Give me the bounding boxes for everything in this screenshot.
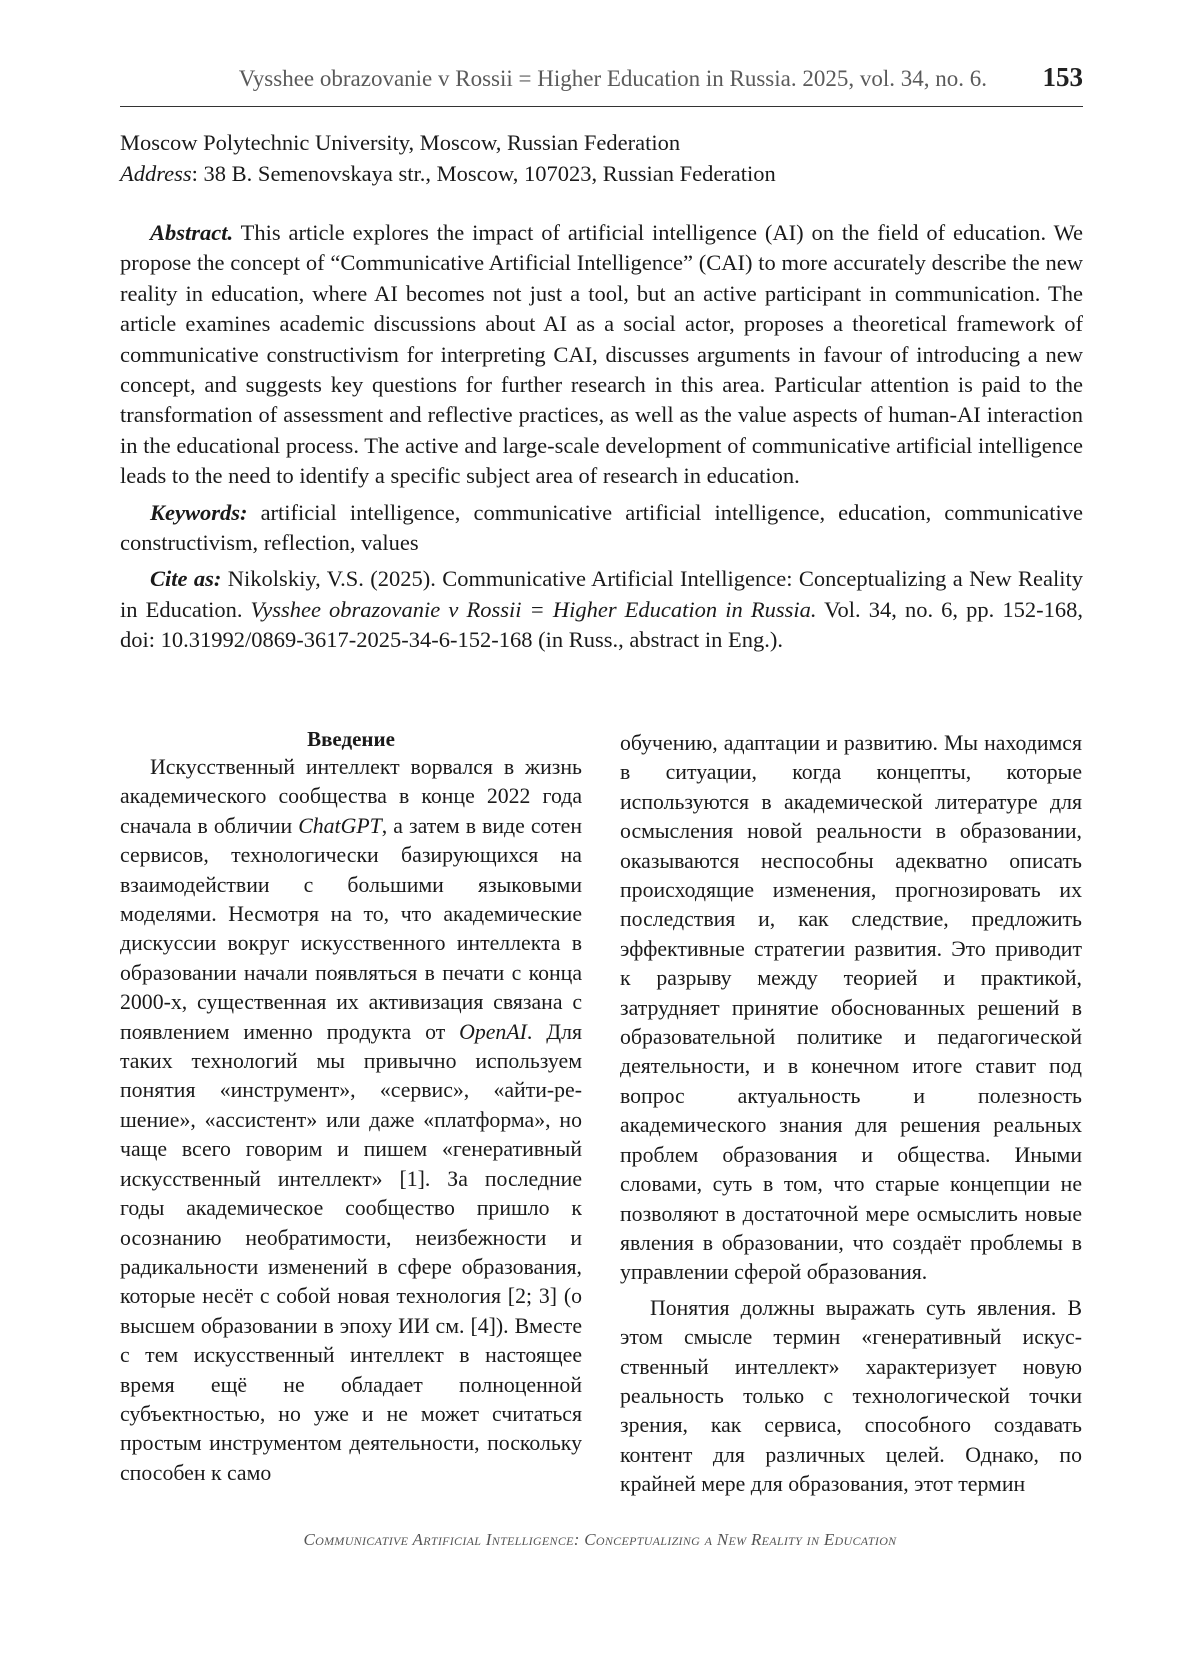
affiliation-org: Moscow Polytechnic University, Moscow, Russian Federation [120, 130, 681, 155]
affiliation-block [120, 128, 1083, 189]
page-number: 153 [1042, 62, 1083, 92]
cite-label: Cite as: [150, 566, 222, 592]
keywords-paragraph [120, 498, 1083, 559]
openai-term: OpenAI [459, 1019, 527, 1044]
intro-text-3: . Для таких технологий мы привычно используем понятия «инструмент», «сервис», «айти-решение», «ассистент» или даже «платформа», но чаще всего говорим и пишем «генеративный искусственный интеллект» [1]. За последние годы академическое сообщество пришло к осознанию необратимости, неизбежности и радикальности изменений в сфере образования, которые несёт с собой новая технология [2; 3] (о высшем образовании в эпоху ИИ см. [4]). Вместе с тем искусственный интеллект в настоящее время ещё не обладает полноценной субъектностью, но уже и не может считаться простым инструментом деятельности, поскольку способен к само [120, 1019, 582, 1485]
body-column-left [120, 725, 582, 1488]
body-column-right [620, 729, 1082, 1500]
abstract-label: Abstract. [150, 220, 234, 245]
cite-text-1: Nikolskiy, V.S. (2025). Communicative Artificial Intelligence: Conceptualizing a New Reality in Education. [120, 566, 1083, 622]
address-label: Address [120, 160, 192, 186]
cite-paragraph [120, 564, 1083, 655]
concepts-paragraph: Понятия должны выражать суть явления. В этом смысле термин «генеративный искусственный интеллект» характеризует новую реальность только с технологической точки зрения, как сервиса, способного создавать контент для различных целей. Однако, по крайней мере для образования, этот термин [620, 1295, 1082, 1497]
section-heading: Введение [307, 727, 395, 751]
journal-citation: Vysshee obrazovanie v Rossii = Higher Education in Russia. 2025, vol. 34, no. 6. [238, 66, 987, 91]
page-header [120, 60, 1083, 107]
address-text: : 38 B. Semenovskaya str., Moscow, 107023, Russian Federation [191, 160, 776, 186]
intro-text-1: Искусственный интеллект ворвался в жизнь академического сообщества в конце 2022 года сначала в обличии [120, 755, 582, 838]
abstract-text: This article explores the impact of artificial intelligence (AI) on the field of education. We propose the concept of “Communicative Artificial Intelligence” (CAI) to more accurately describe the new reality in education, where AI becomes not just a tool, but an active participant in communication. The article examines academic discussions about AI as a social actor, proposes a theoretical framework of communicative constructivism for interpreting CAI, discusses arguments in favour of introducing a new concept, and suggests key questions for further research in this area. Particular attention is paid to the transformation of assessment and reflective practices, as well as the value aspects of human-AI interaction in the educational process. The active and large-scale development of communicative artificial intelligence leads to the need to identify a specific subject area of research in education. [120, 220, 1083, 489]
cite-text-2: Vol. 34, no. 6, pp. 152-168, doi: 10.31992/0869-3617-2025-34-6-152-168 (in Russ., abstract in Eng.). [120, 596, 1083, 653]
intro-text-2: , а затем в виде сотен сервисов, технологически базирующихся на взаимодействии с большими языковыми моделями. Несмотря на то, что академические дискуссии вокруг искусственного интеллекта в образовании начали появляться в печати с конца 2000-х, существенная их активизация связана с появлением именно продукта от [120, 813, 582, 1044]
continued-paragraph: обучению, адаптации и развитию. Мы находимся в ситуации, когда концепты, которые используются в академической литературе для осмысления новой реальности в образовании, оказываются неспособны адекватно описать происходящие изменения, прогнозировать их последствия и, как следствие, предложить эффективные стратегии развития. Это приводит к разрыву между теорией и практикой, затрудняет принятие обоснованных решений в образовательной политике и педагогической деятельности, и в конечном итоге ставит под вопрос актуальность и полезность академического знания для решения реальных проблем образования и общества. Иными словами, суть в том, что старые концепции не позволяют в достаточной мере осмыслить новые явления в образовании, что создаёт проблемы в управлении сферой образования. [620, 731, 1082, 1285]
chatgpt-term: ChatGPT [298, 813, 382, 838]
keywords-label: Keywords: [150, 499, 248, 525]
cite-journal: Vysshee obrazovanie v Rossii = Higher Education in Russia. [250, 596, 817, 622]
intro-paragraph [120, 753, 582, 1488]
affiliation-address [120, 159, 1083, 190]
keywords-text: artificial intelligence, communicative artificial intelligence, education, communicative constructivism, reflection, values [120, 499, 1083, 556]
running-title-footer: Communicative Artificial Intelligence: Conceptualizing a New Reality in Education [303, 1530, 897, 1549]
abstract-section [120, 218, 1083, 662]
abstract-paragraph [120, 218, 1083, 492]
